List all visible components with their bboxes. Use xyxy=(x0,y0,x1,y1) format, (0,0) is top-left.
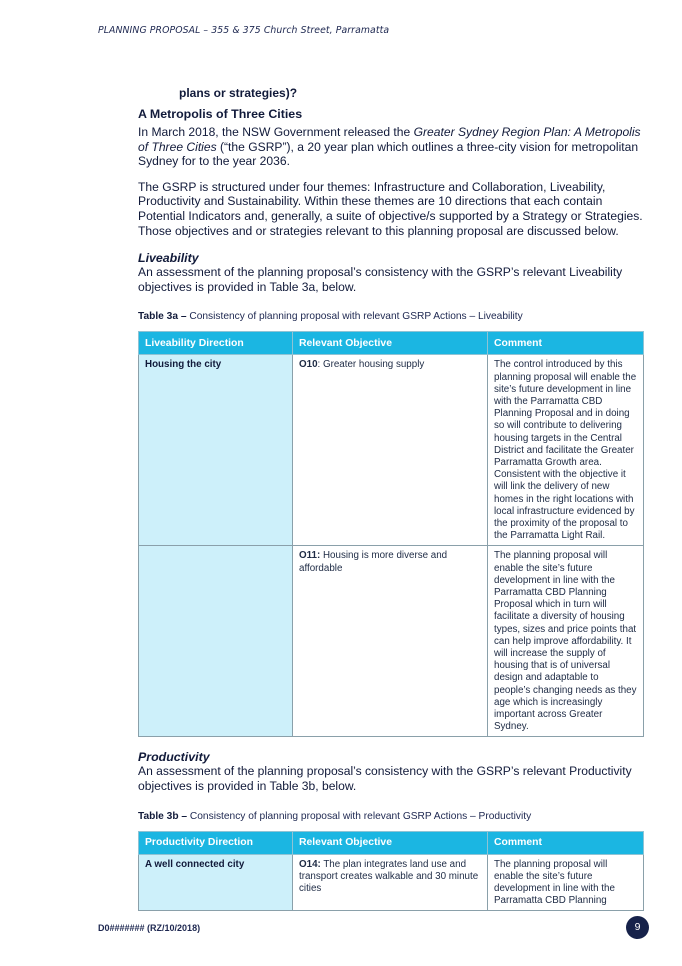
column-header: Relevant Objective xyxy=(293,831,488,854)
objective-code: O10 xyxy=(299,359,318,371)
table-3a-caption xyxy=(138,311,646,322)
continued-heading: plans or strategies)? xyxy=(179,86,298,100)
comment-cell: The planning proposal will enable the site’s future development in line with the Parramatta CBD Planning Proposal which in turn will facilitate a diversity of housing types, sizes and price points that can help improve affordability. It will increase the supply of housing that is of universal design and adaptable to people’s changing needs as they age which is increasingly important across Greater Sydney. xyxy=(488,546,644,737)
objective-cell xyxy=(293,546,488,737)
structure-paragraph: The GSRP is structured under four themes: Infrastructure and Collaboration, Liveability, Productivity and Sustainability. Within these themes are 10 directions that each contain Potential Indicators and, generally, a suite of objective/s supported by a Strategy or Strategies. Those objectives and or strategies relevant to this planning proposal are discussed below. xyxy=(138,179,643,238)
objective-text: Housing is more diverse and affordable xyxy=(299,550,448,574)
liveability-table xyxy=(138,331,644,737)
page-content xyxy=(138,86,646,911)
page-number-badge: 9 xyxy=(626,916,649,939)
table-3b-label: Table 3b – xyxy=(138,810,188,822)
column-header: Relevant Objective xyxy=(293,332,488,355)
table-3b-caption xyxy=(138,811,646,822)
running-header: PLANNING PROPOSAL – 355 & 375 Church Street, Parramatta xyxy=(98,25,390,36)
direction-cell xyxy=(139,546,293,737)
liveability-intro: An assessment of the planning proposal’s consistency with the GSRP’s relevant Liveability objectives is provided in Table 3a, below. xyxy=(138,265,623,294)
intro-text-c: (“the GSRP”), a 20 year plan which outlines a three-city vision for metropolitan Sydney for to the year 2036. xyxy=(138,139,639,169)
document-id: D0####### (RZ/10/2018) xyxy=(98,923,201,933)
column-header: Productivity Direction xyxy=(139,831,293,854)
table-row xyxy=(139,355,644,546)
section-title: A Metropolis of Three Cities xyxy=(138,107,303,121)
productivity-table xyxy=(138,831,644,912)
productivity-heading: Productivity xyxy=(138,750,210,765)
table-row xyxy=(139,546,644,737)
direction-cell: A well connected city xyxy=(139,854,293,911)
column-header: Comment xyxy=(488,831,644,854)
table-3b-caption-text: Consistency of planning proposal with relevant GSRP Actions – Productivity xyxy=(187,810,532,822)
intro-paragraph xyxy=(138,125,646,169)
plan-title-italic: Greater Sydney Region Plan: A Metropolis of Three Cities xyxy=(138,125,641,154)
table-row xyxy=(139,854,644,911)
table-3a-caption-text: Consistency of planning proposal with relevant GSRP Actions – Liveability xyxy=(186,311,523,323)
comment-cell: The planning proposal will enable the site’s future development in line with the Parramatta CBD Planning xyxy=(488,854,644,911)
table-header-row xyxy=(139,332,644,355)
objective-code: O14: xyxy=(299,858,321,870)
objective-text: : Greater housing supply xyxy=(317,359,425,371)
direction-cell: Housing the city xyxy=(139,355,293,546)
productivity-intro: An assessment of the planning proposal’s consistency with the GSRP’s relevant Productivity objectives is provided in Table 3b, below. xyxy=(138,764,632,794)
column-header: Comment xyxy=(488,332,644,355)
column-header: Liveability Direction xyxy=(139,332,293,355)
table-3a-label: Table 3a – xyxy=(138,311,187,323)
objective-text: The plan integrates land use and transport creates walkable and 30 minute cities xyxy=(299,858,479,895)
comment-cell: The control introduced by this planning proposal will enable the site’s future development in line with the Parramatta CBD Planning Proposal and in doing so will contribute to delivering housing targets in the Central District and facilitate the Greater Parramatta Growth area. Consistent with the objective it will link the delivery of new homes in the right locations with local infrastructure evidenced by the proximity of the proposal to the Parramatta Light Rail. xyxy=(488,355,644,546)
objective-cell xyxy=(293,355,488,546)
table-header-row xyxy=(139,831,644,854)
objective-cell xyxy=(293,854,488,911)
objective-code: O11: xyxy=(299,550,321,562)
intro-text-a: In March 2018, the NSW Government released the xyxy=(138,125,414,139)
liveability-heading: Liveability xyxy=(138,251,199,266)
